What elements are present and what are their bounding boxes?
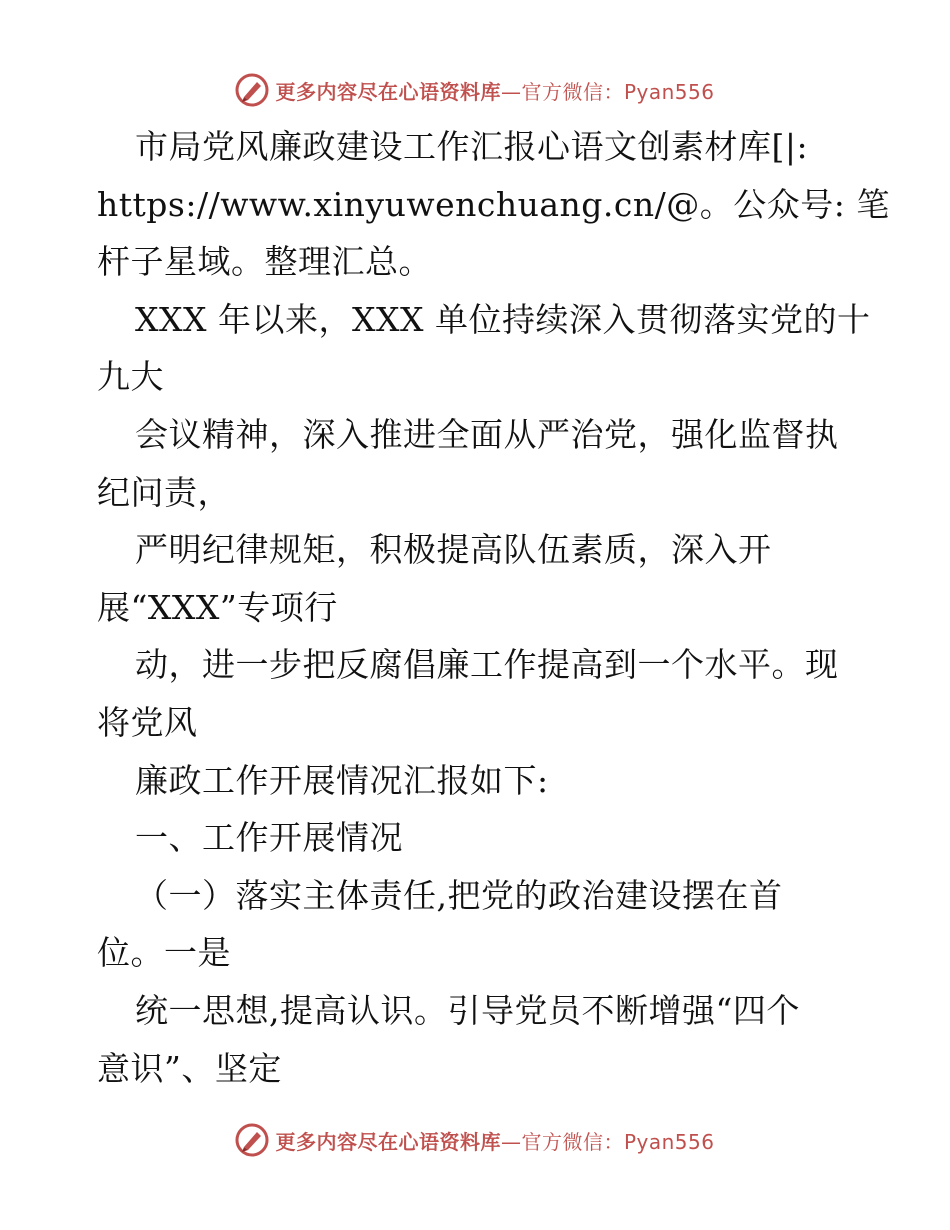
paragraph-line: 九大 — [97, 357, 164, 397]
paragraph-line: 展“XXX”专项行 — [97, 587, 338, 627]
paragraph-line: XXX 年以来，XXX 单位持续深入贯彻落实党的十 — [135, 299, 871, 339]
watermark-brand: 更多内容尽在心语资料库 — [275, 79, 501, 104]
paragraph-line: 意识”、坚定 — [97, 1048, 282, 1088]
watermark-text — [275, 1126, 714, 1155]
paragraph-line: 位。一是 — [97, 933, 231, 973]
paragraph-line: 杆子星域。整理汇总。 — [97, 242, 432, 282]
paragraph-line: 动，进一步把反腐倡廉工作提高到一个水平。现 — [135, 645, 839, 685]
document-body — [97, 118, 890, 1097]
paragraph-line: 将党风 — [97, 702, 198, 742]
section-heading: 一、工作开展情况 — [135, 818, 403, 858]
watermark-brand: 更多内容尽在心语资料库 — [275, 1129, 501, 1154]
paragraph-line: 市局党风廉政建设工作汇报心语文创素材库[|: — [135, 127, 809, 166]
paragraph-line: 会议精神，深入推进全面从严治党，强化监督执 — [135, 414, 839, 454]
watermark-dash: — — [500, 1129, 522, 1154]
watermark-text — [275, 76, 714, 105]
paragraph-line: 统一思想,提高认识。引导党员不断增强“四个 — [135, 990, 800, 1030]
paragraph-line: 廉政工作开展情况汇报如下: — [135, 760, 549, 800]
paragraph-line: https://www.xinyuwenchuang.cn/@。公众号: 笔 — [97, 184, 890, 224]
brand-logo-icon — [235, 1123, 269, 1157]
paragraph-line: 纪问责， — [97, 472, 231, 512]
watermark-header — [0, 70, 950, 110]
watermark-contact: 官方微信：Pyan556 — [521, 79, 715, 104]
brand-logo-icon — [235, 73, 269, 107]
paragraph-line: （一）落实主体责任,把党的政治建设摆在首 — [135, 875, 783, 915]
paragraph-line: 严明纪律规矩，积极提高队伍素质，深入开 — [135, 530, 772, 570]
watermark-footer — [0, 1120, 950, 1160]
watermark-contact: 官方微信：Pyan556 — [521, 1129, 715, 1154]
watermark-dash: — — [500, 79, 522, 104]
